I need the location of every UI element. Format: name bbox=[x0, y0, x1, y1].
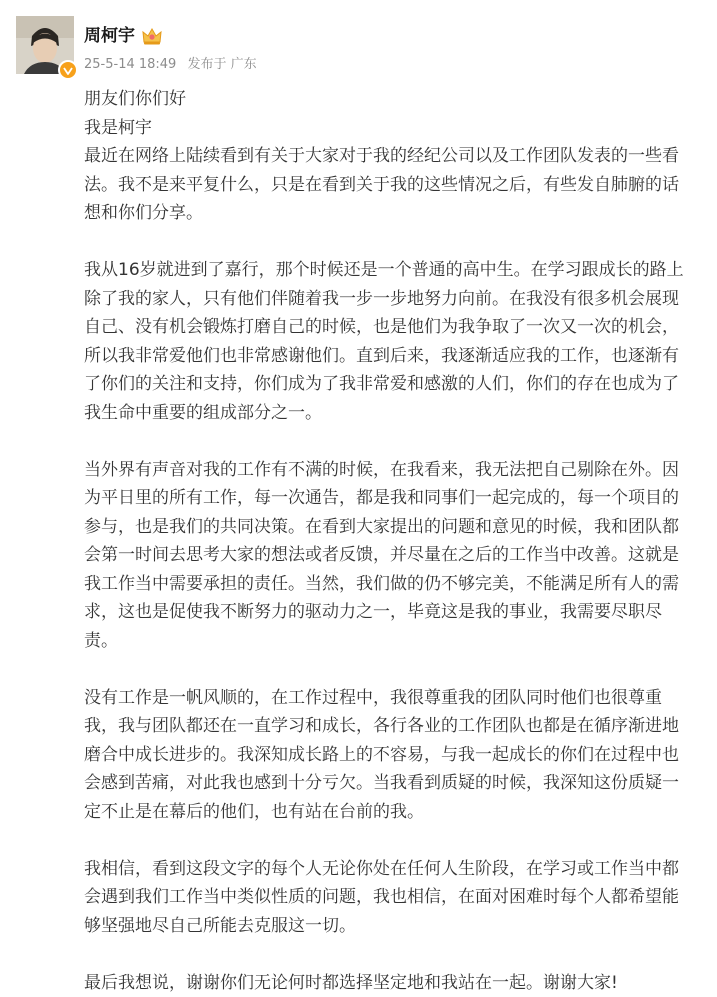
post-paragraph: 最后我想说，谢谢你们无论何时都选择坚定地和我站在一起。谢谢大家! bbox=[84, 969, 694, 997]
post-greeting: 朋友们你们好 bbox=[84, 85, 694, 114]
post-body bbox=[84, 85, 694, 997]
post-paragraph: 当外界有声音对我的工作有不满的时候，在我看来，我无法把自己剔除在外。因为平日里的所有工作，每一次通告，都是我和同事们一起完成的，每一个项目的参与，也是我们的共同决策。在看到大家提出的问题和意见的时候，我和团队都会第一时间去思考大家的想法或者反馈，并尽量在之后的工作当中改善。这就是我工作当中需要承担的责任。当然，我们做的仍不够完美，不能满足所有人的需求，这也是促使我不断努力的驱动力之一，毕竟这是我的事业，我需要尽职尽责。 bbox=[84, 456, 694, 656]
post-time[interactable]: 25-5-14 18:49 bbox=[84, 57, 176, 72]
verified-badge-icon bbox=[58, 60, 78, 80]
username[interactable]: 周柯宇 bbox=[84, 25, 135, 47]
post-intro: 我是柯宇 bbox=[84, 114, 694, 143]
crown-member-icon[interactable] bbox=[141, 26, 163, 46]
post-location: 发布于 广东 bbox=[187, 57, 256, 72]
post-paragraph: 没有工作是一帆风顺的，在工作过程中，我很尊重我的团队同时他们也很尊重我，我与团队都还在一直学习和成长，各行各业的工作团队也都是在循序渐进地磨合中成长进步的。我深知成长路上的不容易，与我一起成长的你们在过程中也会感到苦痛，对此我也感到十分亏欠。当我看到质疑的时候，我深知这份质疑一定不止是在幕后的他们，也有站在台前的我。 bbox=[84, 684, 694, 827]
post-paragraph: 我从16岁就进到了嘉行，那个时候还是一个普通的高中生。在学习跟成长的路上除了我的家人，只有他们伴随着我一步一步地努力向前。在我没有很多机会展现自己、没有机会锻炼打磨自己的时候，也是他们为我争取了一次又一次的机会，所以我非常爱他们也非常感谢他们。直到后来，我逐渐适应我的工作，也逐渐有了你们的关注和支持，你们成为了我非常爱和感激的人们，你们的存在也成为了我生命中重要的组成部分之一。 bbox=[84, 256, 694, 427]
post-paragraph: 最近在网络上陆续看到有关于大家对于我的经纪公司以及工作团队发表的一些看法。我不是来平复什么，只是在看到关于我的这些情况之后，有些发自肺腑的话想和你们分享。 bbox=[84, 142, 694, 228]
username-row bbox=[84, 25, 163, 47]
post-header bbox=[16, 16, 676, 80]
post-paragraph: 我相信，看到这段文字的每个人无论你处在任何人生阶段，在学习或工作当中都会遇到我们工作当中类似性质的问题，我也相信，在面对困难时每个人都希望能够坚强地尽自己所能去克服这一切。 bbox=[84, 855, 694, 941]
post-meta bbox=[84, 56, 264, 74]
